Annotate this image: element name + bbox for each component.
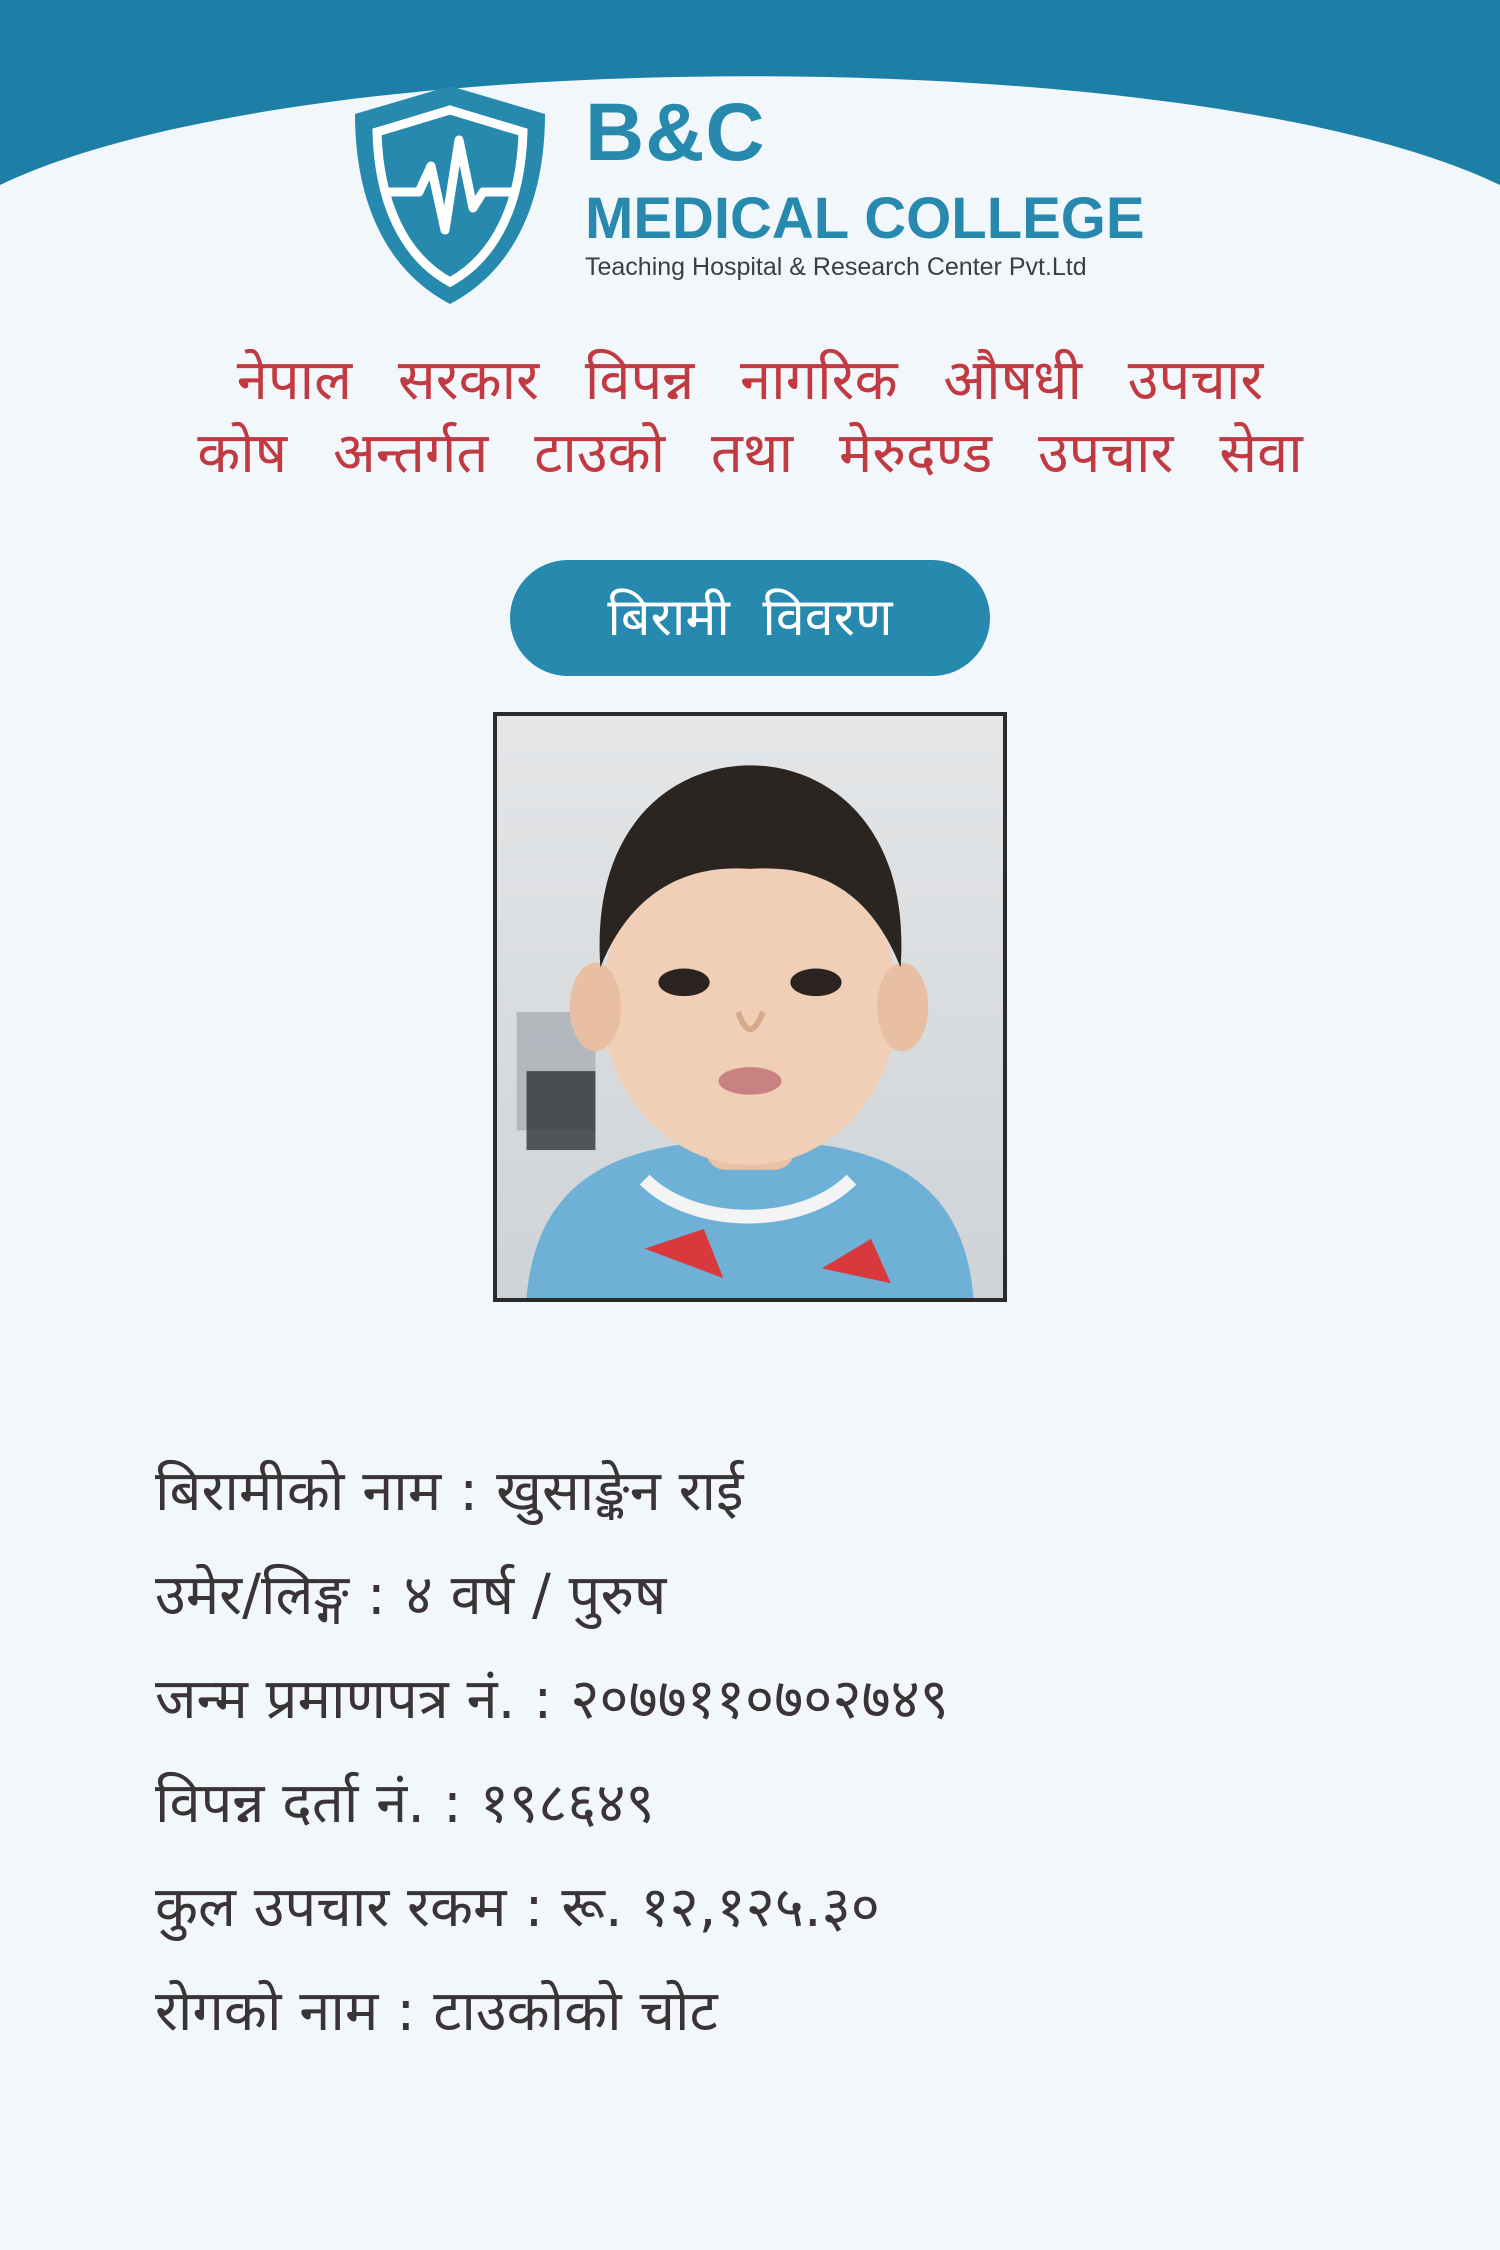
detail-row-age-gender [155,1544,1355,1648]
detail-separator: : [533,1667,553,1732]
college-name: B&C [585,87,766,178]
detail-label: रोगको नाम [155,1979,379,2044]
detail-label: कुल उपचार रकम [155,1875,507,1940]
detail-separator: : [396,1979,416,2044]
headline-line-1: नेपाल सरकार विपन्न नागरिक औषधी उपचार [236,348,1264,413]
detail-row-registration-number [155,1752,1355,1856]
section-title-pill: बिरामी विवरण [510,560,990,676]
detail-row-disease-name [155,1960,1355,2064]
detail-row-birth-certificate [155,1648,1355,1752]
detail-row-treatment-amount [155,1856,1355,1960]
detail-value: टाउकोको चोट [433,1979,718,2044]
detail-separator: : [524,1875,544,1940]
patient-photo-illustration [497,716,1003,1298]
detail-separator: : [366,1563,386,1628]
college-subtitle: MEDICAL COLLEGE [585,186,1145,251]
detail-label: बिरामीको नाम [155,1459,442,1524]
detail-label: विपन्न दर्ता नं. [155,1771,426,1836]
detail-row-patient-name [155,1440,1355,1544]
detail-value: ४ वर्ष / पुरुष [403,1563,667,1628]
headline-line-2: कोष अन्तर्गत टाउको तथा मेरुदण्ड उपचार सेवा [197,420,1303,486]
detail-value: १९८६४९ [479,1771,655,1836]
detail-value: २०७७११०७०२७४९ [570,1667,949,1732]
detail-label: जन्म प्रमाणपत्र नं. [155,1667,516,1732]
patient-details [155,1440,1355,2064]
detail-value: रू. १२,१२५.३० [561,1875,880,1940]
shield-heartbeat-icon [345,80,555,310]
program-headline [60,345,1440,491]
detail-value: खुसाङ्केन राई [496,1459,744,1524]
detail-separator: : [443,1771,462,1836]
patient-photo [493,712,1007,1302]
detail-label: उमेर/लिङ्ग [155,1563,349,1628]
college-logo [345,80,1165,310]
detail-separator: : [459,1459,479,1524]
college-tagline: Teaching Hospital & Research Center Pvt.Ltd [585,253,1087,281]
